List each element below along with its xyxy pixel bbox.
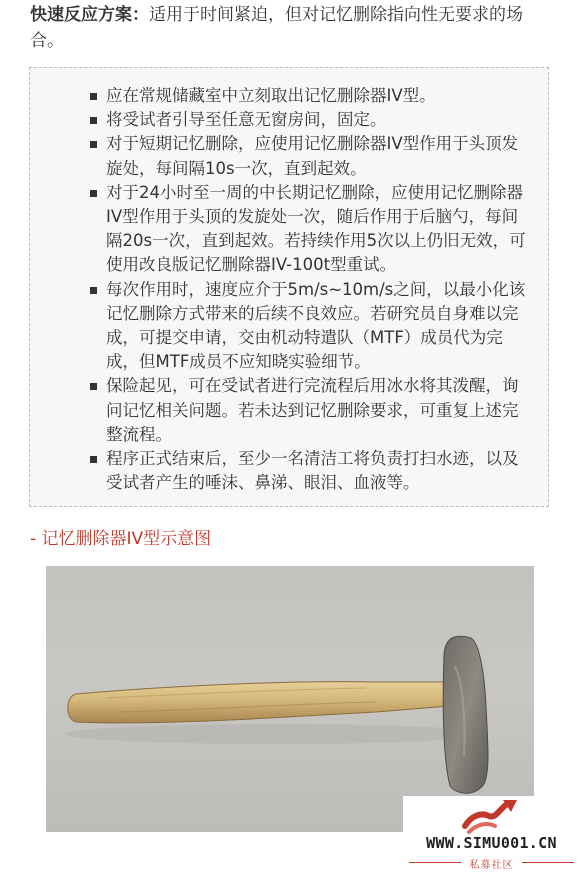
bullet-icon [90, 287, 97, 294]
procedure-item: 应在常规储藏室中立刻取出记忆删除器IV型。 [106, 84, 530, 108]
procedure-list [30, 68, 548, 495]
intro-paragraph [30, 2, 552, 54]
procedure-box [29, 67, 549, 507]
bullet-icon [90, 141, 97, 148]
bullet-icon [90, 383, 97, 390]
image-caption: - 记忆删除器IV型示意图 [30, 529, 212, 549]
procedure-item: 程序正式结束后，至少一名清洁工将负责打扫水迹，以及受试者产生的唾沫、鼻涕、眼泪、血液等。 [106, 447, 530, 495]
simu-logo-icon [459, 796, 523, 836]
watermark-subtitle: 私募社区 [469, 860, 514, 871]
procedure-item: 保险起见，可在受试者进行完流程后用冰水将其泼醒，询问记忆相关问题。若未达到记忆删除要求，可重复上述完整流程。 [106, 374, 530, 447]
procedure-item: 对于短期记忆删除，应使用记忆删除器IV型作用于头顶发旋处，每间隔10s一次，直到起效。 [106, 132, 530, 180]
hammer-photo [46, 566, 534, 832]
procedure-item: 对于24小时至一周的中长期记忆删除，应使用记忆删除器IV型作用于头顶的发旋处一次，随后作用于后脑勺，每间隔20s一次，直到起效。若持续作用5次以上仍旧无效，可使用改良版记忆删除器IV-100t型重试。 [106, 181, 530, 278]
procedure-item: 每次作用时，速度应介于5m/s~10m/s之间，以最小化该记忆删除方式带来的后续不良效应。若研究员自身难以完成，可提交申请，交由机动特遣队（MTF）成员代为完成，但MTF成员不应知晓实验细节。 [106, 278, 530, 375]
intro-text: 适用于时间紧迫，但对记忆删除指向性无要求的场合。 [30, 5, 523, 51]
bullet-icon [90, 190, 97, 197]
hammer-illustration [46, 566, 534, 832]
watermark-url: WWW.SIMU001.CN [426, 834, 557, 852]
bullet-icon [90, 456, 97, 463]
bullet-icon [90, 117, 97, 124]
intro-label: 快速反应方案： [30, 5, 149, 25]
bullet-icon [90, 93, 97, 100]
procedure-item: 将受试者引导至任意无窗房间，固定。 [106, 108, 530, 132]
watermark [403, 796, 580, 876]
